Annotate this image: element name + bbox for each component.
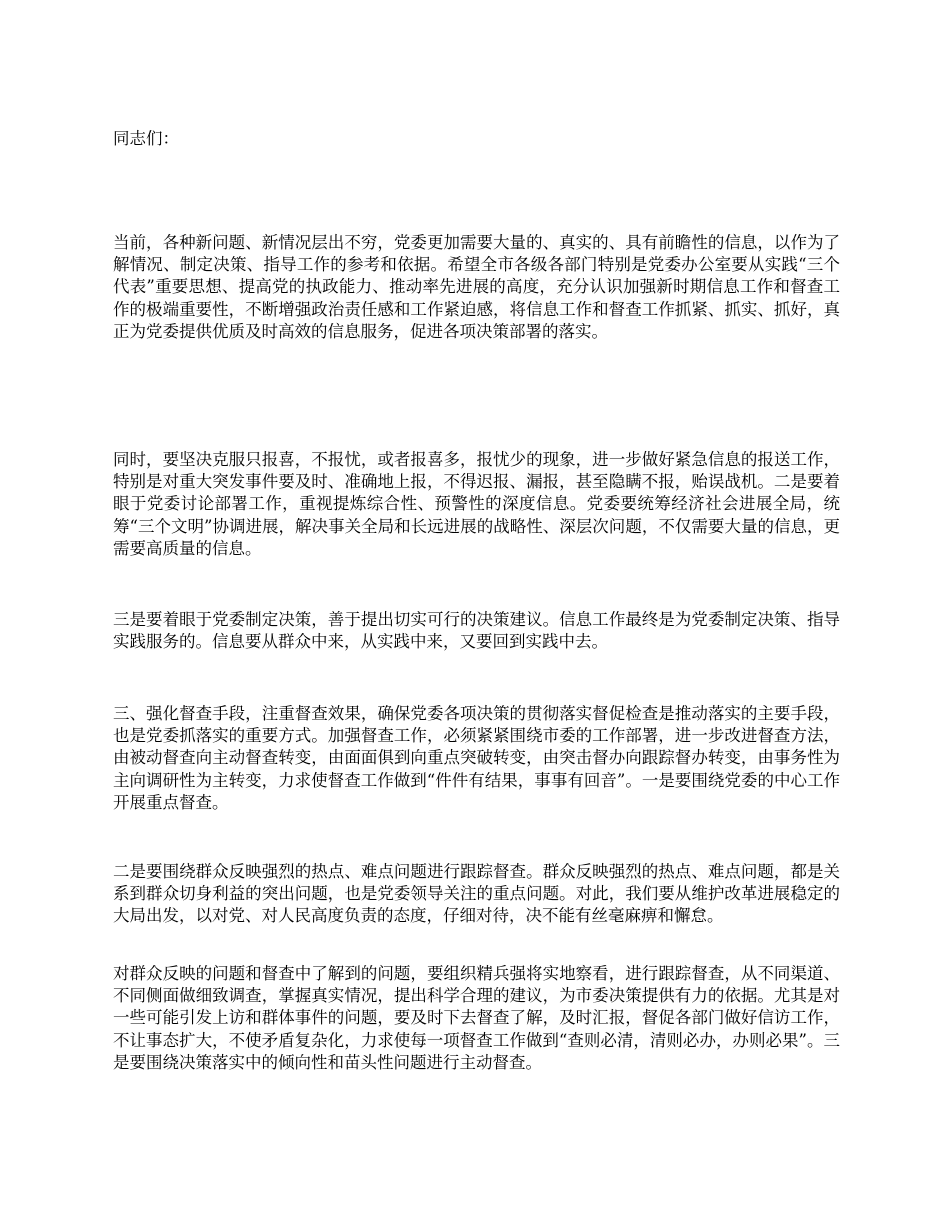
paragraph: 同时，要坚决克服只报喜，不报忧，或者报喜多，报忧少的现象，进一步做好紧急信息的报送工作，特别是对重大突发事件要及时、准确地上报，不得迟报、漏报，甚至隐瞒不报，贻误战机。二是要着眼于党委讨论部署工作，重视提炼综合性、预警性的深度信息。党委要统筹经济社会进展全局，统筹“三个文明”协调进展，解决事关全局和长远进展的战略性、深层次问题，不仅需要大量的信息，更需要高质量的信息。 <box>113 450 840 558</box>
paragraph: 三、强化督查手段，注重督查效果，确保党委各项决策的贯彻落实督促检查是推动落实的主要手段，也是党委抓落实的重要方式。加强督查工作，必须紧紧围绕市委的工作部署，进一步改进督查方法，由被动督查向主动督查转变，由面面俱到向重点突破转变，由突击督办向跟踪督办转变，由事务性为主向调研性为主转变，力求使督查工作做到“件件有结果，事事有回音”。一是要围绕党委的中心工作开展重点督查。 <box>113 704 840 812</box>
paragraph: 二是要围绕群众反映强烈的热点、难点问题进行跟踪督查。群众反映强烈的热点、难点问题，都是关系到群众切身利益的突出问题，也是党委领导关注的重点问题。对此，我们要从维护改革进展稳定的大局出发，以对党、对人民高度负责的态度，仔细对待，决不能有丝毫麻痹和懈怠。 <box>113 862 840 926</box>
paragraph: 当前，各种新问题、新情况层出不穷，党委更加需要大量的、真实的、具有前瞻性的信息，以作为了解情况、制定决策、指导工作的参考和依据。希望全市各级各部门特别是党委办公室要从实践“三个代表”重要思想、提高党的执政能力、推动率先进展的高度，充分认识加强新时期信息工作和督查工作的极端重要性，不断增强政治责任感和工作紧迫感，将信息工作和督查工作抓紧、抓实、抓好，真正为党委提供优质及时高效的信息服务，促进各项决策部署的落实。 <box>113 233 840 341</box>
greeting: 同志们： <box>113 129 179 148</box>
paragraph: 三是要着眼于党委制定决策，善于提出切实可行的决策建议。信息工作最终是为党委制定决策、指导实践服务的。信息要从群众中来，从实践中来，又要回到实践中去。 <box>113 610 840 652</box>
paragraph: 对群众反映的问题和督查中了解到的问题，要组织精兵强将实地察看，进行跟踪督查，从不同渠道、不同侧面做细致调查，掌握真实情况，提出科学合理的建议，为市委决策提供有力的依据。尤其是对一些可能引发上访和群体事件的问题，要及时下去督查了解，及时汇报，督促各部门做好信访工作，不让事态扩大，不使矛盾复杂化，力求使每一项督查工作做到“查则必清，清则必办，办则必果”。三是要围绕决策落实中的倾向性和苗头性问题进行主动督查。 <box>113 964 840 1072</box>
